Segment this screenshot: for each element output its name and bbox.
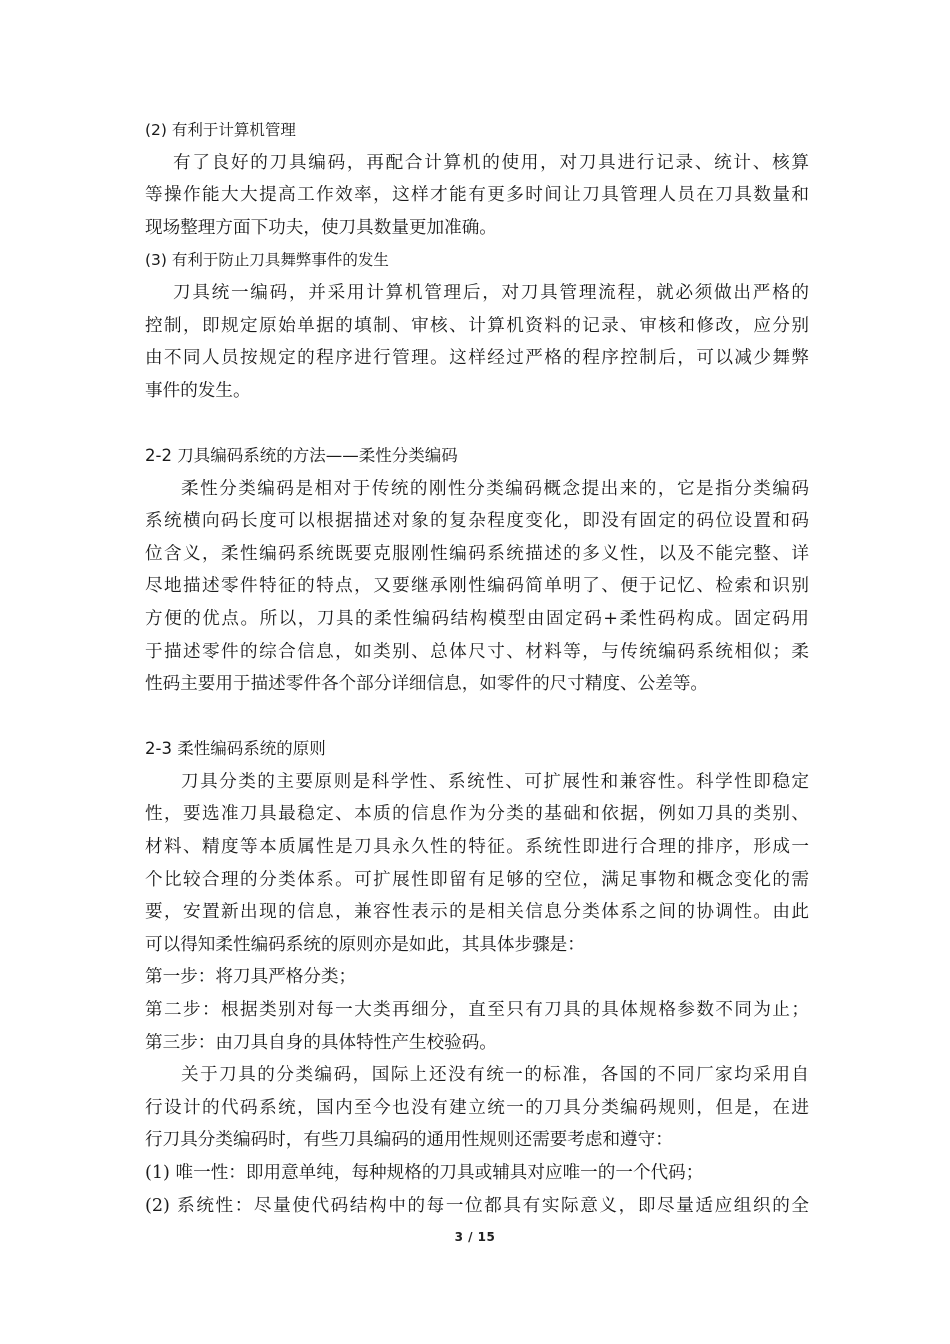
paragraph-line: 要，安置新出现的信息，兼容性表示的是相关信息分类体系之间的协调性。由此	[145, 902, 809, 923]
paragraph-line: 性，要选准刀具最稳定、本质的信息作为分类的基础和依据，例如刀具的类别、	[145, 804, 809, 825]
paragraph-line: 行设计的代码系统，国内至今也没有建立统一的刀具分类编码规则，但是，在进	[145, 1097, 809, 1118]
paragraph-line: 等操作能大大提高工作效率，这样才能有更多时间让刀具管理人员在刀具数量和	[145, 185, 809, 206]
paragraph-line: 由不同人员按规定的程序进行管理。这样经过严格的程序控制后，可以减少舞弊	[145, 348, 809, 369]
paragraph-gap	[145, 407, 809, 440]
section-heading-2-2: 2-2 刀具编码系统的方法——柔性分类编码	[145, 445, 458, 465]
item3-title: (3) 有利于防止刀具舞弊事件的发生	[145, 251, 389, 270]
paragraph-line: 有了良好的刀具编码，再配合计算机的使用，对刀具进行记录、统计、核算	[173, 152, 809, 173]
paragraph-line: 事件的发生。	[145, 380, 251, 401]
paragraph-line: 尽地描述零件特征的特点，又要继承刚性编码简单明了、便于记忆、检索和识别	[145, 576, 809, 597]
paragraph-line: 性码主要用于描述零件各个部分详细信息，如零件的尺寸精度、公差等。	[145, 674, 709, 695]
paragraph-line: 刀具统一编码，并采用计算机管理后，对刀具管理流程，就必须做出严格的	[173, 282, 809, 303]
step-item: 第一步：将刀具严格分类；	[145, 967, 357, 988]
paragraph-line: 个比较合理的分类体系。可扩展性即留有足够的空位，满足事物和概念变化的需	[145, 869, 809, 890]
step-item: 第三步：由刀具自身的具体特性产生校验码。	[145, 1032, 497, 1053]
paragraph-line: 方便的优点。所以，刀具的柔性编码结构模型由固定码+柔性码构成。固定码用	[145, 608, 809, 629]
paragraph-line: 现场整理方面下功夫，使刀具数量更加准确。	[145, 217, 497, 238]
rule-item: (1) 唯一性：即用意单纯，每种规格的刀具或辅具对应唯一的一个代码；	[145, 1163, 704, 1183]
paragraph-line: 位含义，柔性编码系统既要克服刚性编码系统描述的多义性，以及不能完整、详	[145, 543, 809, 564]
paragraph-line: 关于刀具的分类编码，国际上还没有统一的标准，各国的不同厂家均采用自	[181, 1065, 809, 1086]
section-heading-2-3: 2-3 柔性编码系统的原则	[145, 739, 326, 759]
item2-title: (2) 有利于计算机管理	[145, 121, 296, 139]
page-number: 3 / 15	[454, 1230, 496, 1244]
paragraph-gap	[145, 701, 809, 734]
rule-item: (2) 系统性：尽量使代码结构中的每一位都具有实际意义，即尽量适应组织的全	[145, 1195, 809, 1216]
paragraph-line: 可以得知柔性编码系统的原则亦是如此，其具体步骤是：	[145, 934, 585, 955]
paragraph-line: 柔性分类编码是相对于传统的刚性分类编码概念提出来的，它是指分类编码	[181, 478, 809, 499]
page-content	[145, 114, 809, 1222]
paragraph-line: 于描述零件的综合信息，如类别、总体尺寸、材料等，与传统编码系统相似；柔	[145, 641, 809, 662]
step-item: 第二步：根据类别对每一大类再细分，直至只有刀具的具体规格参数不同为止；	[145, 1000, 809, 1021]
paragraph-line: 控制，即规定原始单据的填制、审核、计算机资料的记录、审核和修改，应分别	[145, 315, 809, 336]
paragraph-line: 材料、精度等本质属性是刀具永久性的特征。系统性即进行合理的排序，形成一	[145, 837, 809, 858]
paragraph-line: 行刀具分类编码时，有些刀具编码的通用性规则还需要考虑和遵守：	[145, 1130, 673, 1151]
paragraph-line: 系统横向码长度可以根据描述对象的复杂程度变化，即没有固定的码位设置和码	[145, 511, 809, 532]
paragraph-line: 刀具分类的主要原则是科学性、系统性、可扩展性和兼容性。科学性即稳定	[181, 771, 809, 792]
